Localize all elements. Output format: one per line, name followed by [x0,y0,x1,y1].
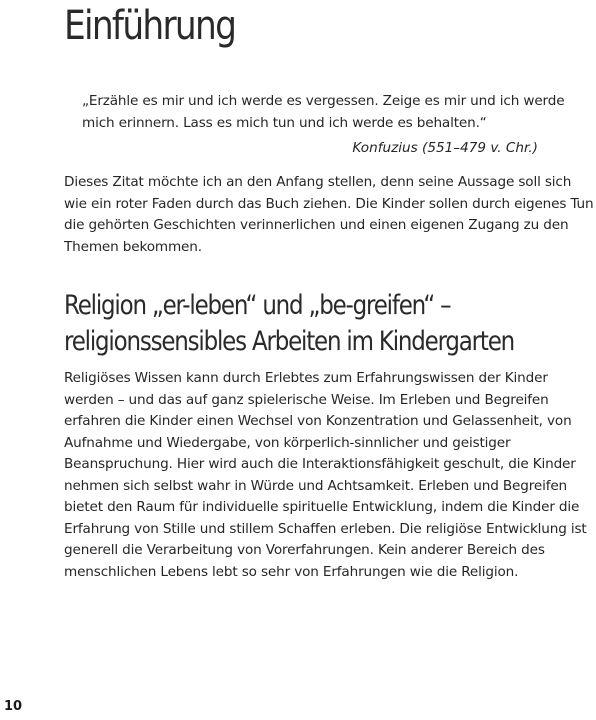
section-heading [64,288,514,360]
intro-paragraph: Dieses Zitat möchte ich an den Anfang stellen, denn seine Aussage soll sich wie ein roter Faden durch das Buch ziehen. Die Kinder sollen durch eigenes Tun die gehörten Geschichten verinnerlichen und einen eigenen Zugang zu den Themen bekommen. [64,174,594,255]
page-title: Einführung [64,3,236,49]
quote-text: „Erzähle es mir und ich werde es vergessen. Zeige es mir und ich werde mich erinnern. Lass es mich tun und ich werde es behalten.“ [82,93,565,131]
section-heading-line-1: Religion „er-leben“ und „be-greifen“ – [64,290,451,321]
section-heading-line-2: religionssensibles Arbeiten im Kindergarten [64,326,515,357]
quote-block [82,91,596,134]
section-paragraph: Religiöses Wissen kann durch Erlebtes zum Erfahrungswissen der Kinder werden – und das auf ganz spielerische Weise. Im Erleben und Begreifen erfahren die Kinder einen Wechsel von Konzentration und Gelassenheit, von Aufnahme und Wiedergabe, von körperlich-sinnlicher und geistiger Beanspruchung. Hier wird auch die Interaktionsfähigkeit geschult, die Kinder nehmen sich selbst wahr in Würde und Achtsamkeit. Erleben und Begreifen bietet den Raum für individuelle spirituelle Entwicklung, indem die Kinder die Erfahrung von Stille und stillem Schaffen erleben. Die religiöse Entwicklung ist generell die Verarbeitung von Vorerfahrungen. Kein anderer Bereich des menschlichen Lebens lebt so sehr von Erfahrungen wie die Religion. [64,370,587,580]
quote-author: Konfuzius (551–479 v. Chr.) [352,140,538,156]
page-number: 10 [4,699,23,714]
